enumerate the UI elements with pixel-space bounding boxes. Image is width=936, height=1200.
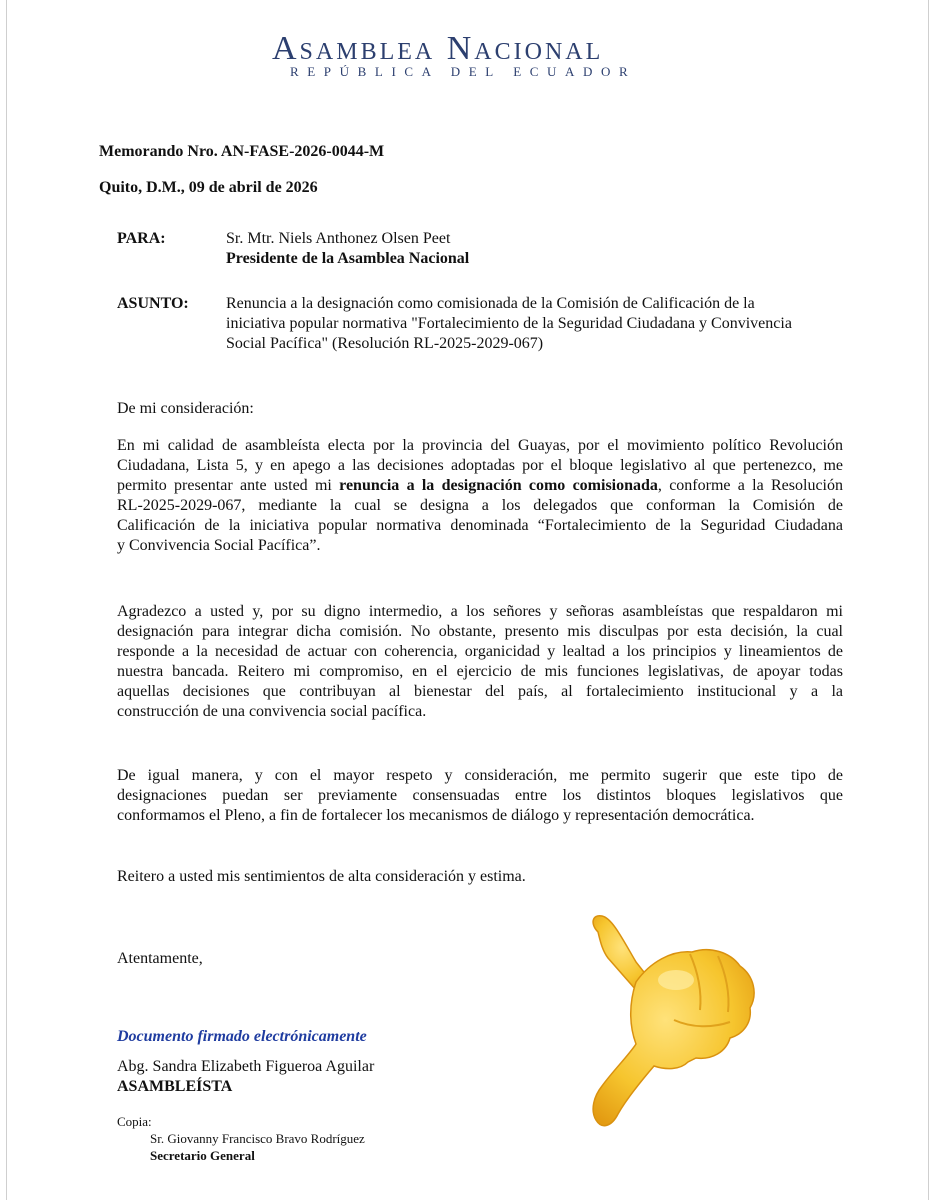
asunto-line: Social Pacífica" (Resolución RL-2025-2029-067) (226, 335, 544, 352)
paragraph-3-line: conformamos el Pleno, a fin de fortalecer los mecanismos de diálogo y representación democrática. (117, 807, 755, 824)
page-border-left (6, 0, 7, 1200)
asunto-line: iniciativa popular normativa "Fortalecimiento de la Seguridad Ciudadana y Convivencia (226, 315, 792, 332)
letterhead-title: Asamblea Nacional (272, 30, 604, 67)
paragraph-2 (117, 602, 843, 722)
paragraph-1-line: Ciudadana, Lista 5, y en apego a las decisiones adoptadas por el bloque legislativo al que pertenezco, me (117, 457, 843, 474)
memo-place-date: Quito, D.M., 09 de abril de 2026 (99, 179, 318, 196)
signer-role: ASAMBLEÍSTA (117, 1078, 233, 1095)
text-run-bold: renuncia a la designación como comisionada (339, 477, 658, 494)
asunto-line: Renuncia a la designación como comisionada de la Comisión de Calificación de la (226, 295, 755, 312)
paragraph-2-line: designación para integrar dicha comisión. No obstante, presento mis disculpas por esta decisión, la cual (117, 623, 843, 640)
electronic-signature-note: Documento firmado electrónicamente (117, 1028, 367, 1045)
thumbs-down-hand-icon (580, 910, 770, 1135)
text-run: permito presentar ante usted mi (117, 477, 340, 494)
para-name: Sr. Mtr. Niels Anthonez Olsen Peet (226, 230, 451, 247)
paragraph-2-line: construcción de una convivencia social pacífica. (117, 703, 427, 720)
hand-highlight (658, 970, 694, 990)
paragraph-2-line: aquellas decisiones que contribuyan al bienestar del país, al fortalecimiento institucional y a la (117, 683, 843, 700)
paragraph-1-line: RL-2025-2029-067, mediante la cual se designa a los delegados que conforman la Comisión de (117, 497, 843, 514)
para-label: PARA: (117, 230, 166, 247)
page-border-right (928, 0, 929, 1200)
paragraph-2-line: nuestra bancada. Reitero mi compromiso, en el ejercicio de mis funciones legislativas, de apoyar todas (117, 663, 843, 680)
asunto-label: ASUNTO: (117, 295, 189, 312)
sign-off: Atentamente, (117, 950, 203, 967)
copy-name: Sr. Giovanny Francisco Bravo Rodríguez (150, 1131, 365, 1146)
paragraph-3 (117, 766, 843, 826)
memo-number: Memorando Nro. AN-FASE-2026-0044-M (99, 143, 385, 160)
paragraph-1-line: y Convivencia Social Pacífica”. (117, 537, 321, 554)
paragraph-1-line: Calificación de la iniciativa popular normativa denominada “Fortalecimiento de la Seguridad Ciudadana (117, 517, 843, 534)
greeting: De mi consideración: (117, 400, 254, 417)
paragraph-1 (117, 436, 843, 556)
closing-line: Reitero a usted mis sentimientos de alta consideración y estima. (117, 868, 526, 885)
paragraph-1-line (117, 476, 843, 496)
para-title: Presidente de la Asamblea Nacional (226, 250, 470, 267)
paragraph-1-line: En mi calidad de asambleísta electa por la provincia del Guayas, por el movimiento político Revolución (117, 437, 843, 454)
copy-label: Copia: (117, 1114, 152, 1129)
letterhead-subtitle: REPÚBLICA DEL ECUADOR (290, 64, 637, 79)
paragraph-3-line: De igual manera, y con el mayor respeto y consideración, me permito sugerir que este tipo de (117, 767, 843, 784)
paragraph-2-line: Agradezco a usted y, por su digno intermedio, a los señores y señoras asambleístas que respaldaron mi (117, 603, 843, 620)
paragraph-3-line: designaciones puedan ser previamente consensuadas entre los distintos bloques legislativos que (117, 787, 843, 804)
paragraph-2-line: responde a la necesidad de actuar con coherencia, organicidad y lealtad a los principios y lineamientos de (117, 643, 843, 660)
copy-role: Secretario General (150, 1148, 255, 1163)
text-run: , conforme a la Resolución (657, 477, 843, 494)
signer-name: Abg. Sandra Elizabeth Figueroa Aguilar (117, 1058, 375, 1075)
